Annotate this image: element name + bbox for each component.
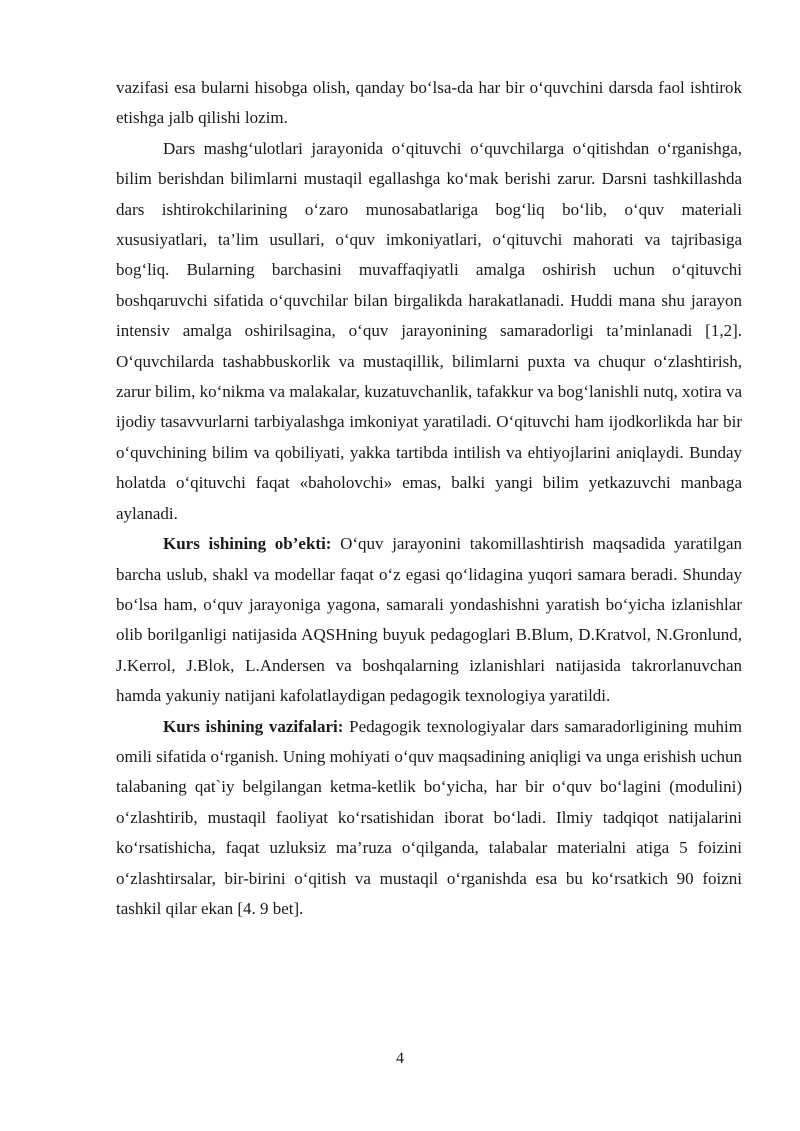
page-number: 4 [396,1050,404,1067]
paragraph-object [116,529,742,711]
paragraph-1 [116,73,742,134]
paragraph-tasks [116,712,742,925]
paragraph-2 [116,134,742,529]
tasks-text: Pedagogik texnologiyalar dars samaradorligining muhim omili sifatida oʻrganish. Uning mohiyati oʻquv maqsadining aniqligi va unga erishish uchun talabaning qat`iy belgilangan ketma-ketlik boʻyicha, har bir oʻquv boʻlagini (modulini) oʻzlashtirib, mustaqil faoliyat koʻrsatishidan iborat boʻladi. Ilmiy tadqiqot natijalarini koʻrsatishicha, faqat uzluksiz ma’ruza oʻqilganda, talabalar materialni atiga 5 foizini oʻzlashtirsalar, bir-birini oʻqitish va mustaqil oʻrganishda esa bu koʻrsatkich 90 foizni tashkil qilar ekan [4. 9 bet]. [116,716,742,918]
body-text [116,73,742,924]
paragraph-1-text: vazifasi esa bularni hisobga olish, qanday boʻlsa-da har bir oʻquvchini darsda faol ishtirok etishga jalb qilishi lozim. [116,78,742,128]
object-text: Oʻquv jarayonini takomillashtirish maqsadida yaratilgan barcha uslub, shakl va modellar faqat oʻz egasi qoʻlidagina yuqori samara beradi. Shunday boʻlsa ham, oʻquv jarayoniga yagona, samarali yondashishni yaratish boʻyicha izlanishlar olib borilganligi natijasida AQSHning buyuk pedagoglari B.Blum, D.Kratvol, N.Gronlund, J.Kerrol, J.Blok, L.Andersen va boshqalarning izlanishlari natijasida takrorlanuvchan hamda yakuniy natijani kafolatlaydigan pedagogik texnologiya yaratildi. [116,534,742,706]
paragraph-2-text: Dars mashgʻulotlari jarayonida oʻqituvchi oʻquvchilarga oʻqitishdan oʻrganishga, bilim berishdan bilimlarni mustaqil egallashga koʻmak berishi zarur. Darsni tashkillashda dars ishtirokchilarining oʻzaro munosabatlariga bogʻliq boʻlib, oʻquv materiali xususiyatlari, ta’lim usullari, oʻquv imkoniyatlari, oʻqituvchi mahorati va tajribasiga bogʻliq. Bularning barchasini muvaffaqiyatli amalga oshirish uchun oʻqituvchi boshqaruvchi sifatida oʻquvchilar bilan birgalikda harakatlanadi. Huddi mana shu jarayon intensiv amalga oshirilsagina, oʻquv jarayonining samaradorligi ta’minlanadi [1,2]. Oʻquvchilarda tashabbuskorlik va mustaqillik, bilimlarni puxta va chuqur oʻzlashtirish, zarur bilim, koʻnikma va malakalar, kuzatuvchanlik, tafakkur va bogʻlanishli nutq, xotira va ijodiy tasavvurlarni tarbiyalashga imkoniyat yaratiladi. Oʻqituvchi ham ijodkorlikda har bir oʻquvchining bilim va qobiliyati, yakka tartibda intilish va ehtiyojlarini aniqlaydi. Bunday holatda oʻqituvchi faqat «baholovchi» emas, balki yangi bilim yetkazuvchi manbaga aylanadi. [116,138,742,523]
tasks-heading: Kurs ishining vazifalari: [163,716,344,736]
object-heading: Kurs ishining ob’ekti: [163,534,332,554]
